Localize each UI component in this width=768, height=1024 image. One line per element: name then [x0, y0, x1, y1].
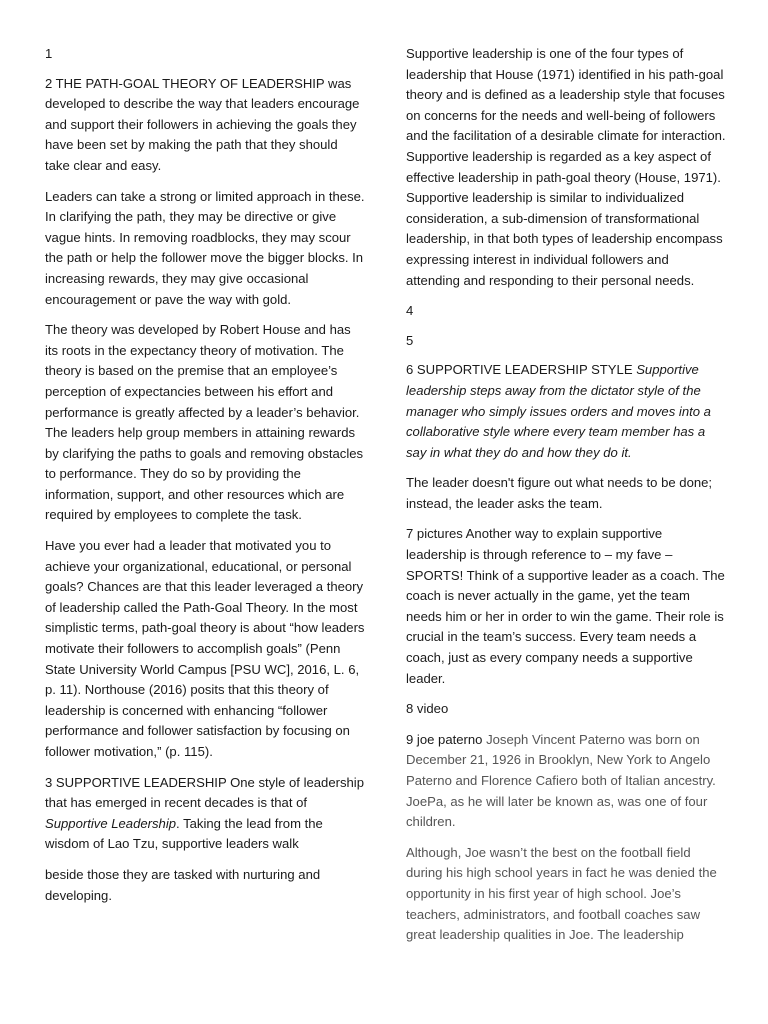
left-column — [45, 44, 365, 916]
path-goal-intro-paragraph: 2 THE PATH-GOAL THEORY OF LEADERSHIP was developed to describe the way that leaders encourage and support their followers in achieving the goals they have been set by making the path that they should take clear and easy. — [45, 75, 360, 173]
leader-approach-paragraph: Leaders can take a strong or limited approach in these. In clarifying the path, they may be directive or give vague hints. In removing roadblocks, they may scour the path or help the follower move the bigger blocks. In increasing rewards, they may give occasional encouragement or pave the way with gold. — [45, 188, 365, 307]
supportive-leadership-paragraph — [45, 773, 365, 855]
motivation-question-paragraph: Have you ever had a leader that motivated you to achieve your organizational, educational, or personal goals? Chances are that this leader leveraged a theory of leadership called the Path-Goal Theory. In the most simplistic terms, path-goal theory is about “how leaders motivate their followers to accomplish goals” (Penn State University World Campus [PSU WC], 2016, L. 6, p. 11). Northouse (2016) posits that this theory of leadership is concerned with enhancing “follower performance and follower satisfaction by focusing on follower motivation,” (p. 115). — [45, 538, 365, 759]
joe-paterno-heading: 9 joe paterno — [406, 731, 487, 747]
video-label: 8 video — [406, 701, 449, 717]
joe-paterno-paragraph — [406, 730, 726, 833]
supportive-style-heading: 6 SUPPORTIVE LEADERSHIP STYLE — [406, 362, 637, 378]
supportive-leadership-text-a: 3 SUPPORTIVE LEADERSHIP One style of leadership that has emerged in recent decades is that of — [45, 774, 365, 811]
joe-high-school-paragraph: Although, Joe wasn’t the best on the football field during his high school years in fact he was denied the opportunity in his first year of high school. Joe’s teachers, administrators, and football coaches saw great leadership qualities in Joe. The leadership — [406, 844, 717, 943]
supportive-leadership-text-b: . Taking the lead from the wisdom of Lao Tzu, supportive leaders walk — [45, 815, 323, 852]
right-column — [406, 44, 726, 956]
supportive-leadership-emphasis: Supportive Leadership — [45, 815, 177, 831]
slide-number-4: 4 — [406, 303, 414, 319]
supportive-definition-paragraph: Supportive leadership is one of the four types of leadership that House (1971) identified in his path-goal theory and is defined as a leadership style that focuses on concerns for the needs and well-being of followers and the facilitation of a desirable climate for interaction. Supportive leadership is regarded as a key aspect of effective leadership in path-goal theory (House, 1971). Supportive leadership is similar to individualized consideration, a sub-dimension of transformational leadership, in that both types of leadership encompass expressing interest in individual followers and attending and responding to their personal needs. — [406, 46, 726, 288]
slide-number-5: 5 — [406, 332, 414, 348]
theory-origin-paragraph: The theory was developed by Robert House and has its roots in the expectancy theory of motivation. The theory is based on the premise that an employee’s perception of expectancies between his effort and performance is greatly affected by a leader’s behavior. The leaders help group members in attaining rewards by clarifying the paths to goals and removing obstacles to performance. They do so by providing the information, support, and other resources which are required by employees to complete the task. — [45, 322, 364, 523]
supportive-style-description: Supportive leadership steps away from the dictator style of the manager who simply issues orders and moves into a collaborative style where every team member has a say in what they do and how they do it. — [406, 362, 711, 460]
sports-coach-paragraph: 7 pictures Another way to explain supportive leadership is through reference to – my fave – SPORTS! Think of a supportive leader as a coach. The coach is never actually in the game, yet the team needs him or her in order to win the game. Their role is crucial in the team’s success. Every team needs a coach, just as every company needs a supportive leader. — [406, 526, 725, 686]
joe-paterno-bio: Joseph Vincent Paterno was born on December 21, 1926 in Brooklyn, New York to Angelo Paterno and Florence Cafiero both of Italian ancestry. JoePa, as he will later be known as, was one of four children. — [406, 731, 716, 830]
leader-asks-team-paragraph: The leader doesn't figure out what needs to be done; instead, the leader asks the team. — [406, 475, 713, 511]
supportive-style-paragraph — [406, 360, 726, 463]
page-number: 1 — [45, 46, 53, 61]
nurturing-paragraph: beside those they are tasked with nurturing and developing. — [45, 866, 321, 903]
